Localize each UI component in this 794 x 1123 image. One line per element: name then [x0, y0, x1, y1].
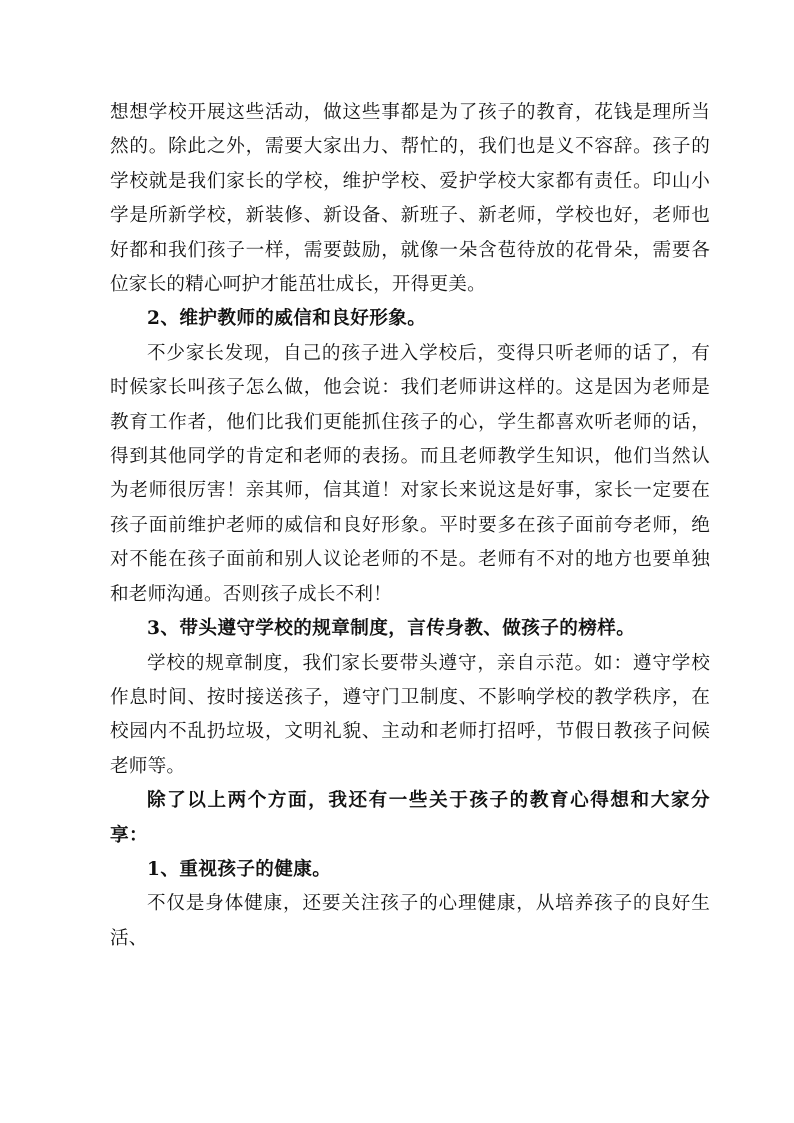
heading-education-experience: 除了以上两个方面，我还有一些关于孩子的教育心得想和大家分享：	[110, 790, 710, 846]
heading-follow-school-rules: 3、带头遵守学校的规章制度，言传身教、做孩子的榜样。	[147, 618, 636, 640]
document-body	[110, 96, 710, 956]
paragraph-child-health: 不仅是身体健康，还要关注孩子的心理健康，从培养孩子的良好生活、	[110, 893, 710, 949]
paragraph-school-activities: 想想学校开展这些活动，做这些事都是为了孩子的教育，花钱是理所当然的。除此之外，需要大家出力、帮忙的，我们也是义不容辞。孩子的学校就是我们家长的学校，维护学校、爱护学校大家都有责任。印山小学是所新学校，新装修、新设备、新班子、新老师，学校也好，老师也好都和我们孩子一样，需要鼓励，就像一朵含苞待放的花骨朵，需要各位家长的精心呵护才能茁壮成长，开得更美。	[110, 102, 710, 296]
heading-maintain-teacher-prestige: 2、维护教师的威信和良好形象。	[147, 308, 427, 330]
paragraph-listen-to-teacher: 不少家长发现，自己的孩子进入学校后，变得只听老师的话了，有时候家长叫孩子怎么做，他会说：我们老师讲这样的。这是因为老师是教育工作者，他们比我们更能抓住孩子的心，学生都喜欢听老师的话，得到其他同学的肯定和老师的表扬。而且老师教学生知识，他们当然认为老师很厉害！亲其师，信其道！对家长来说这是好事，家长一定要在孩子面前维护老师的威信和良好形象。平时要多在孩子面前夸老师，绝对不能在孩子面前和别人议论老师的不是。老师有不对的地方也要单独和老师沟通。否则孩子成长不利！	[110, 342, 710, 605]
heading-child-health: 1、重视孩子的健康。	[147, 858, 332, 880]
paragraph-school-rules: 学校的规章制度，我们家长要带头遵守，亲自示范。如：遵守学校作息时间、按时接送孩子，遵守门卫制度、不影响学校的教学秩序，在校园内不乱扔垃圾，文明礼貌、主动和老师打招呼，节假日教孩子问候老师等。	[110, 652, 710, 777]
